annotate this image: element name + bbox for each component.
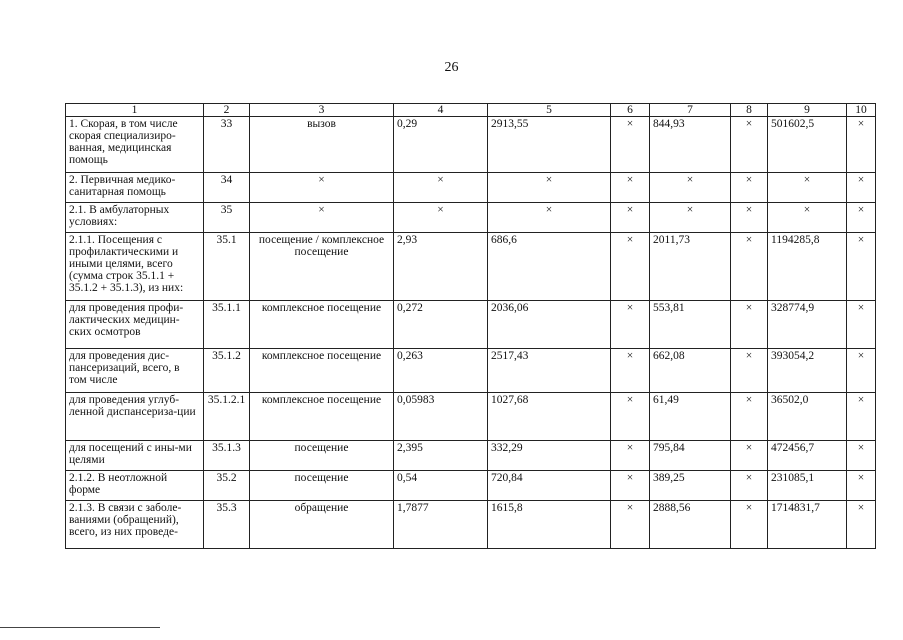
cell-unit: комплексное посещение [250,301,394,349]
cell-c4: 0,05983 [394,393,488,441]
cell-c8: × [731,349,768,393]
cell-c10: × [847,117,876,173]
cell-c4: 2,93 [394,233,488,301]
cell-code: 35 [204,203,250,233]
cell-c10: × [847,471,876,501]
cell-c10: × [847,349,876,393]
cell-code: 35.1.2.1 [204,393,250,441]
cell-c5: × [488,173,611,203]
cell-unit: посещение / комплексное посещение [250,233,394,301]
cell-c6: × [611,173,650,203]
col-header-9: 9 [768,104,847,117]
col-header-3: 3 [250,104,394,117]
col-header-7: 7 [650,104,731,117]
cell-unit: × [250,203,394,233]
cell-c10: × [847,393,876,441]
col-header-6: 6 [611,104,650,117]
cell-c9: 393054,2 [768,349,847,393]
cell-c5: 2913,55 [488,117,611,173]
cell-code: 35.1 [204,233,250,301]
data-table [65,103,876,549]
cell-c10: × [847,173,876,203]
cell-c9: 328774,9 [768,301,847,349]
page-number: 26 [444,60,459,75]
cell-code: 35.1.1 [204,301,250,349]
cell-c8: × [731,301,768,349]
cell-c5: 720,84 [488,471,611,501]
cell-c4: 0,54 [394,471,488,501]
cell-c5: 686,6 [488,233,611,301]
cell-unit: × [250,173,394,203]
table-row [66,393,876,441]
cell-c6: × [611,301,650,349]
cell-code: 35.2 [204,471,250,501]
cell-name: 1. Скорая, в том числе скорая специализиро-ванная, медицинская помощь [66,117,204,173]
cell-c8: × [731,441,768,471]
cell-code: 33 [204,117,250,173]
table-row [66,301,876,349]
cell-c6: × [611,471,650,501]
cell-c10: × [847,501,876,549]
cell-c5: 2036,06 [488,301,611,349]
table-row [66,117,876,173]
cell-c9: 1714831,7 [768,501,847,549]
cell-c8: × [731,173,768,203]
table-row [66,203,876,233]
col-header-4: 4 [394,104,488,117]
cell-unit: обращение [250,501,394,549]
col-header-10: 10 [847,104,876,117]
cell-c7: 2011,73 [650,233,731,301]
cell-c8: × [731,203,768,233]
cell-name: для проведения профи-лактических медицин-ских осмотров [66,301,204,349]
cell-code: 35.3 [204,501,250,549]
cell-c6: × [611,117,650,173]
cell-c4: × [394,203,488,233]
cell-c9: × [768,203,847,233]
table-row [66,349,876,393]
cell-c9: 472456,7 [768,441,847,471]
cell-name: 2. Первичная медико-санитарная помощь [66,173,204,203]
table-row [66,471,876,501]
footnote-divider [0,627,160,628]
cell-c7: 389,25 [650,471,731,501]
cell-name: для проведения углуб-ленной диспансериза-ции [66,393,204,441]
cell-c10: × [847,203,876,233]
cell-name: 2.1.1. Посещения с профилактическими и иными целями, всего (сумма строк 35.1.1 + 35.1.2 + 35.1.3), из них: [66,233,204,301]
table-row [66,501,876,549]
cell-c4: 0,263 [394,349,488,393]
col-header-5: 5 [488,104,611,117]
cell-c9: 1194285,8 [768,233,847,301]
cell-c7: 2888,56 [650,501,731,549]
cell-c6: × [611,441,650,471]
cell-c4: × [394,173,488,203]
cell-name: для посещений с ины-ми целями [66,441,204,471]
cell-c5: 2517,43 [488,349,611,393]
cell-c9: 501602,5 [768,117,847,173]
cell-c7: 553,81 [650,301,731,349]
cell-c6: × [611,349,650,393]
cell-c5: 1027,68 [488,393,611,441]
cell-c8: × [731,117,768,173]
cell-c10: × [847,233,876,301]
cell-c5: × [488,203,611,233]
cell-unit: комплексное посещение [250,349,394,393]
cell-c6: × [611,203,650,233]
col-header-1: 1 [66,104,204,117]
cell-c10: × [847,441,876,471]
cell-c9: 231085,1 [768,471,847,501]
cell-c4: 2,395 [394,441,488,471]
header-row [66,104,876,117]
cell-code: 35.1.2 [204,349,250,393]
cell-c8: × [731,471,768,501]
cell-name: 2.1.2. В неотложной форме [66,471,204,501]
table-row [66,173,876,203]
table-row [66,441,876,471]
cell-code: 35.1.3 [204,441,250,471]
cell-c8: × [731,233,768,301]
cell-c7: 61,49 [650,393,731,441]
cell-c5: 332,29 [488,441,611,471]
cell-unit: комплексное посещение [250,393,394,441]
cell-name: 2.1. В амбулаторных условиях: [66,203,204,233]
cell-c6: × [611,233,650,301]
cell-c6: × [611,393,650,441]
cell-c7: 844,93 [650,117,731,173]
cell-c4: 0,29 [394,117,488,173]
cell-unit: вызов [250,117,394,173]
cell-c7: 795,84 [650,441,731,471]
cell-c4: 1,7877 [394,501,488,549]
cell-code: 34 [204,173,250,203]
cell-c7: × [650,203,731,233]
cell-c4: 0,272 [394,301,488,349]
cell-c9: × [768,173,847,203]
cell-c6: × [611,501,650,549]
cell-c5: 1615,8 [488,501,611,549]
col-header-8: 8 [731,104,768,117]
cell-c8: × [731,393,768,441]
cell-name: для проведения дис-пансеризаций, всего, в том числе [66,349,204,393]
cell-name: 2.1.3. В связи с заболе-ваниями (обращений), всего, из них проведе- [66,501,204,549]
cell-unit: посещение [250,441,394,471]
table-row [66,233,876,301]
cell-c9: 36502,0 [768,393,847,441]
cell-c7: × [650,173,731,203]
cell-c7: 662,08 [650,349,731,393]
cell-c8: × [731,501,768,549]
col-header-2: 2 [204,104,250,117]
cell-c10: × [847,301,876,349]
cell-unit: посещение [250,471,394,501]
